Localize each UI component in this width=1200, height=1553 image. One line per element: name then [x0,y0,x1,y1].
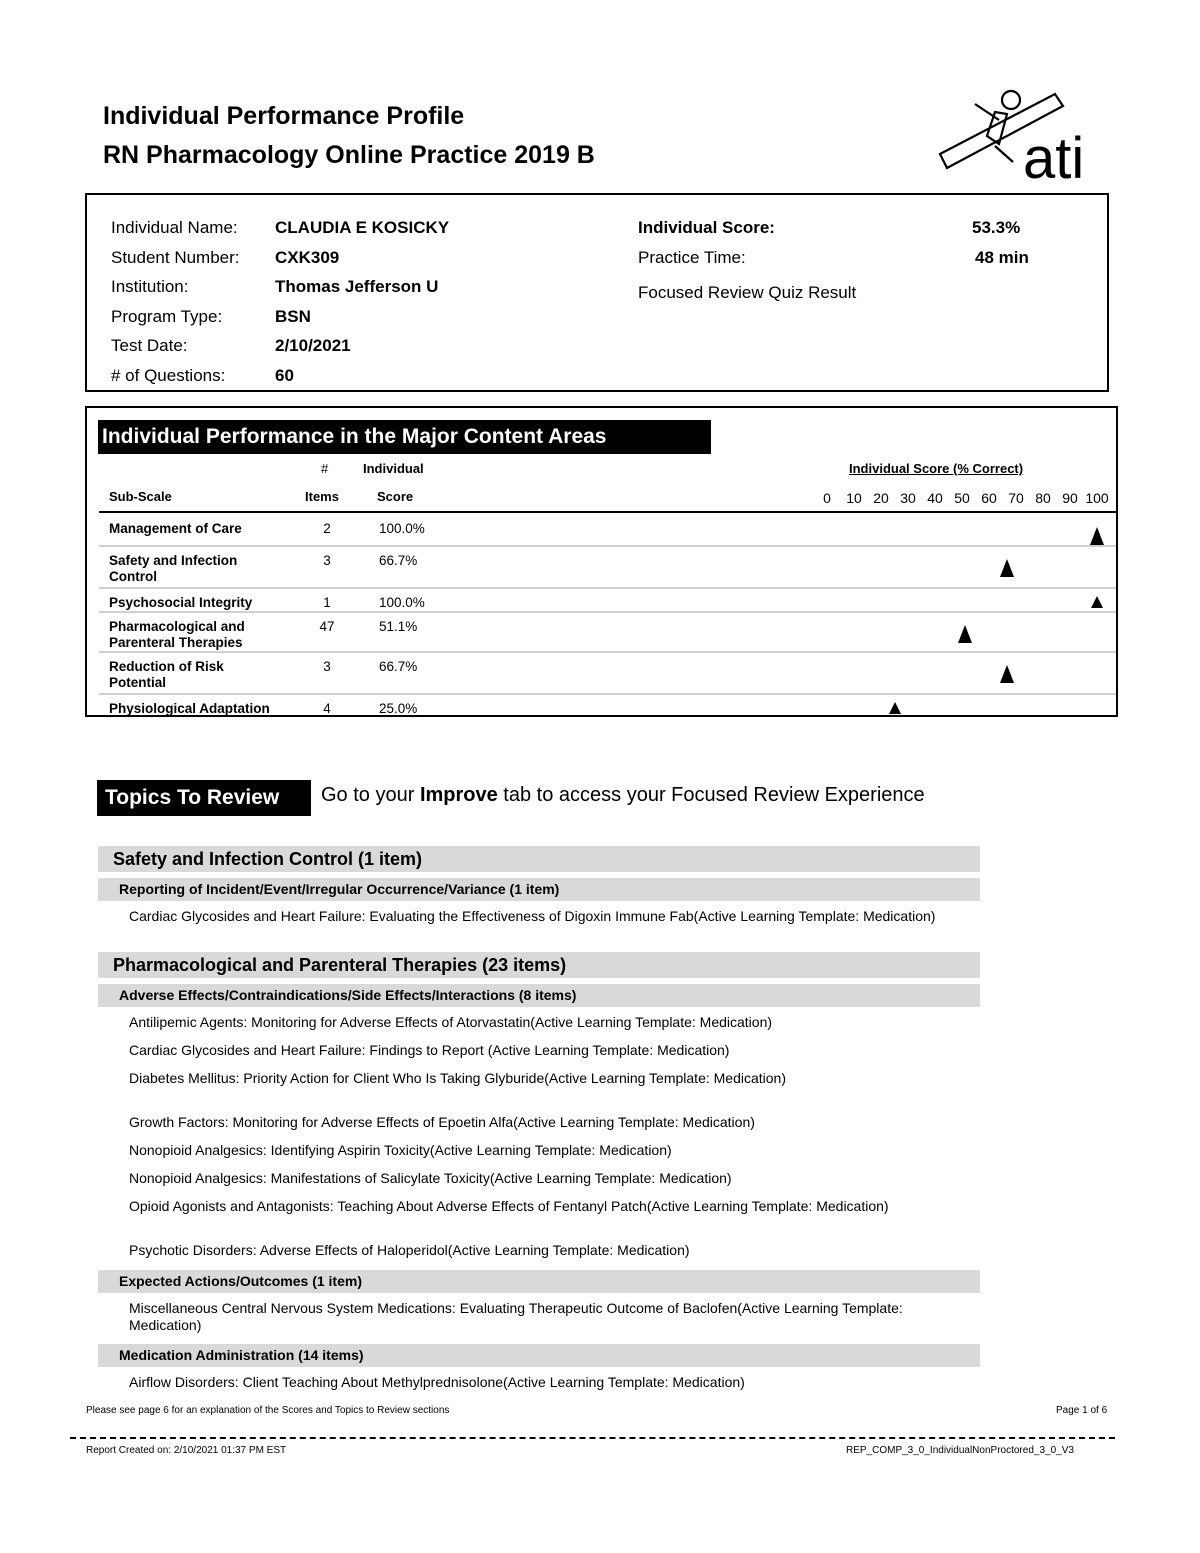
axis-tick: 10 [846,490,862,506]
subscale-items: 47 [319,619,335,634]
label-test-date: Test Date: [111,336,188,355]
col-subscale: Sub-Scale [109,489,172,504]
subscale-score: 25.0% [379,701,418,716]
subscale-row [99,515,1116,547]
footer-created: Report Created on: 2/10/2021 01:37 PM EST [86,1445,287,1456]
header-divider [99,511,1116,513]
topics-to-review-label: Topics To Review [97,780,311,816]
footer-report-code: REP_COMP_3_0_IndividualNonProctored_3_0_V3 [846,1445,1074,1456]
value-individual-name: CLAUDIA E KOSICKY [275,218,450,237]
topic-item: Miscellaneous Central Nervous System Medications: Evaluating Therapeutic Outcome of Baclofen(Active Learning Template: Medication) [129,1300,903,1333]
value-institution: Thomas Jefferson U [275,277,439,296]
subscale-items: 2 [323,521,331,536]
axis-tick: 70 [1008,490,1024,506]
subscale-name: Physiological Adaptation [109,701,270,716]
subscale-name: Pharmacological and Parenteral Therapies [109,619,245,650]
content-area-performance-box [85,406,1118,717]
footer-note: Please see page 6 for an explanation of the Scores and Topics to Review sections [86,1405,450,1416]
axis-tick: 100 [1085,490,1109,506]
student-info-box [85,193,1109,392]
topic-item: Cardiac Glycosides and Heart Failure: Evaluating the Effectiveness of Digoxin Immune Fab(Active Learning Template: Medication) [129,908,936,924]
ati-logo-icon [935,84,1115,184]
axis-tick: 50 [954,490,970,506]
value-student-number: CXK309 [275,248,340,267]
performance-heading: Individual Performance in the Major Content Areas [98,420,711,454]
topic-subcategory: Medication Administration (14 items) [98,1344,980,1367]
topic-item: Opioid Agonists and Antagonists: Teaching About Adverse Effects of Fentanyl Patch(Active Learning Template: Medication) [129,1198,889,1214]
label-focused-review-quiz: Focused Review Quiz Result [638,283,857,302]
col-items: Items [305,489,339,504]
score-marker [889,702,901,714]
subscale-items: 4 [323,701,331,716]
value-practice-time: 48 min [975,248,1029,267]
col-items-top: # [321,461,329,476]
label-institution: Institution: [111,277,189,296]
label-individual-score: Individual Score: [638,218,775,237]
axis-tick: 90 [1062,490,1078,506]
col-score: Score [377,489,414,504]
topic-item: Psychotic Disorders: Adverse Effects of Haloperidol(Active Learning Template: Medication) [129,1242,690,1258]
col-score-top: Individual [363,461,424,476]
label-practice-time: Practice Time: [638,248,746,267]
subscale-score: 66.7% [379,659,418,674]
subscale-score: 66.7% [379,553,418,568]
topic-item: Cardiac Glycosides and Heart Failure: Findings to Report (Active Learning Template: Medication) [129,1042,730,1058]
subscale-items: 3 [323,659,331,674]
subscale-items: 3 [323,553,331,568]
axis-tick: 20 [873,490,889,506]
score-marker [1000,665,1014,683]
label-program-type: Program Type: [111,307,223,326]
footer-divider [70,1437,1115,1439]
label-question-count: # of Questions: [111,366,226,385]
value-test-date: 2/10/2021 [275,336,351,355]
assessment-title: RN Pharmacology Online Practice 2019 B [103,141,595,169]
instruction-post: tab to access your Focused Review Experience [497,784,925,806]
label-student-number: Student Number: [111,248,240,267]
subscale-row [99,695,1116,717]
subscale-row [99,589,1116,613]
subscale-items: 1 [323,595,331,610]
topic-item: Growth Factors: Monitoring for Adverse Effects of Epoetin Alfa(Active Learning Template: Medication) [129,1114,755,1130]
topic-item: Antilipemic Agents: Monitoring for Adverse Effects of Atorvastatin(Active Learning Template: Medication) [129,1014,773,1030]
score-marker [1091,596,1103,608]
topic-subcategory: Expected Actions/Outcomes (1 item) [98,1270,980,1293]
label-individual-name: Individual Name: [111,218,238,237]
topic-item: Nonopioid Analgesics: Manifestations of Salicylate Toxicity(Active Learning Template: Medication) [129,1170,732,1186]
score-marker [1090,527,1104,545]
topic-category: Safety and Infection Control (1 item) [98,846,980,872]
score-marker [958,625,972,643]
score-marker [1000,559,1014,577]
subscale-score: 51.1% [379,619,418,634]
topic-subcategory: Reporting of Incident/Event/Irregular Occurrence/Variance (1 item) [98,878,980,901]
subscale-row [99,613,1116,653]
ati-logo-text: ati [1023,126,1085,184]
subscale-row [99,547,1116,589]
topic-category: Pharmacological and Parenteral Therapies (23 items) [98,952,980,978]
topic-subcategory: Adverse Effects/Contraindications/Side Effects/Interactions (8 items) [98,984,980,1007]
subscale-row [99,653,1116,695]
axis-tick: 30 [900,490,916,506]
value-question-count: 60 [275,366,294,385]
topic-item: Nonopioid Analgesics: Identifying Aspirin Toxicity(Active Learning Template: Medication) [129,1142,672,1158]
topic-item: Diabetes Mellitus: Priority Action for Client Who Is Taking Glyburide(Active Learning Template: Medication) [129,1070,786,1086]
subscale-score: 100.0% [379,521,425,536]
subscale-name: Safety and Infection Control [109,553,238,584]
subscale-name: Psychosocial Integrity [109,595,253,610]
axis-tick: 60 [981,490,997,506]
instruction-improve: Improve [419,784,498,806]
instruction-pre: Go to your [321,784,420,806]
page-title: Individual Performance Profile [103,102,465,130]
axis-tick: 80 [1035,490,1051,506]
topic-item: Airflow Disorders: Client Teaching About Methylprednisolone(Active Learning Template: Medication) [129,1374,745,1390]
topics-instruction [321,784,925,807]
subscale-name: Management of Care [109,521,242,536]
axis-title: Individual Score (% Correct) [849,461,1024,476]
axis-tick: 40 [927,490,943,506]
value-program-type: BSN [275,307,311,326]
subscale-score: 100.0% [379,595,425,610]
axis-tick: 0 [823,490,831,506]
value-individual-score: 53.3% [972,218,1021,237]
footer-page-number: Page 1 of 6 [1056,1405,1108,1416]
subscale-name: Reduction of Risk Potential [109,659,224,690]
